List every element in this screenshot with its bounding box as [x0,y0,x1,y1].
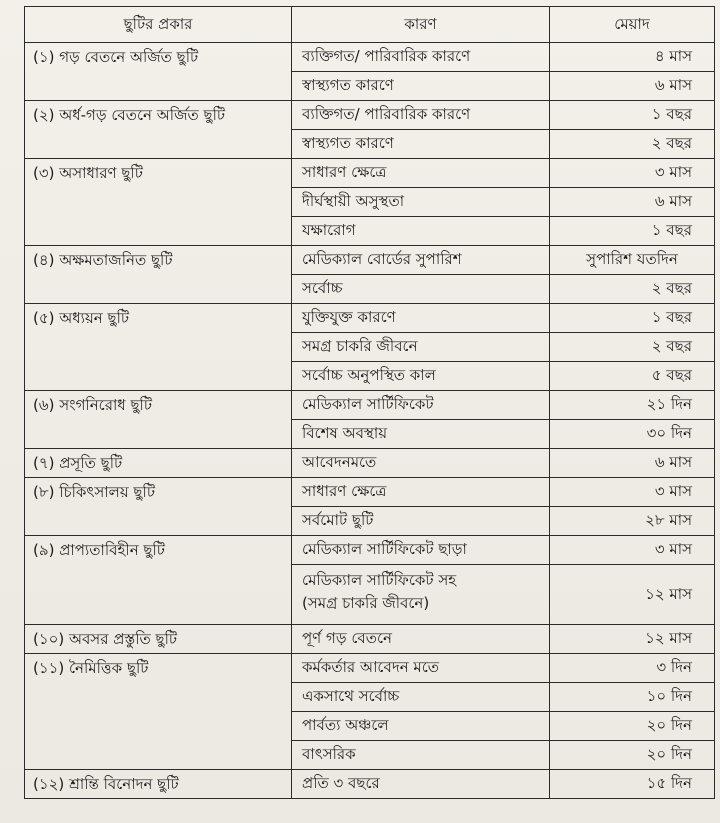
leave-table [24,6,715,799]
duration-cell: ২ বছর [550,275,715,304]
leave-type-cell: (৫) অধ্যয়ন ছুটি [25,304,292,391]
duration-cell: ১২ মাস [550,565,715,625]
duration-cell: ১ বছর [550,101,715,130]
reason-cell: প্রতি ৩ বছরে [292,770,550,799]
duration-cell: ২ বছর [550,333,715,362]
reason-cell: সাধারণ ক্ষেত্রে [292,159,550,188]
reason-cell: আবেদনমতে [292,449,550,478]
reason-cell: সর্বোচ্চ অনুপস্থিত কাল [292,362,550,391]
reason-cell: সমগ্র চাকরি জীবনে [292,333,550,362]
reason-cell: কর্মকর্তার আবেদন মতে [292,654,550,683]
leave-type-cell: (১) গড় বেতনে অর্জিত ছুটি [25,43,292,101]
table-row [25,391,715,420]
leave-type-cell: (২) অর্ধ-গড় বেতনে অর্জিত ছুটি [25,101,292,159]
table-row [25,654,715,683]
table-row [25,536,715,565]
duration-cell: ২০ দিন [550,712,715,741]
duration-cell: ২০ দিন [550,741,715,770]
table-row [25,246,715,275]
duration-cell: ৩ দিন [550,654,715,683]
reason-cell: ব্যক্তিগত/ পারিবারিক কারণে [292,43,550,72]
table-row [25,304,715,333]
duration-cell: ১২ মাস [550,625,715,654]
duration-cell: ৫ বছর [550,362,715,391]
duration-cell: ৩ মাস [550,159,715,188]
duration-cell: ৩০ দিন [550,420,715,449]
reason-cell: পূর্ণ গড় বেতনে [292,625,550,654]
duration-cell: ৬ মাস [550,72,715,101]
reason-cell: মেডিক্যাল বোর্ডের সুপারিশ [292,246,550,275]
leave-type-cell: (৮) চিকিৎসালয় ছুটি [25,478,292,536]
header-type: ছুটির প্রকার [25,7,292,43]
duration-cell: ১ বছর [550,304,715,333]
reason-cell: যক্ষারোগ [292,217,550,246]
leave-type-cell: (৭) প্রসূতি ছুটি [25,449,292,478]
reason-cell [292,565,550,625]
reason-cell: ব্যক্তিগত/ পারিবারিক কারণে [292,101,550,130]
duration-cell: সুপারিশ যতদিন [550,246,715,275]
reason-line: মেডিক্যাল সার্টিফিকেট সহ [302,571,457,589]
table-row [25,101,715,130]
reason-cell: বাৎসরিক [292,741,550,770]
reason-cell: মেডিক্যাল সার্টিফিকেট [292,391,550,420]
duration-cell: ৬ মাস [550,188,715,217]
leave-type-cell: (১০) অবসর প্রস্তুতি ছুটি [25,625,292,654]
reason-cell: পার্বত্য অঞ্চলে [292,712,550,741]
table-row [25,43,715,72]
reason-cell: সর্বমোট ছুটি [292,507,550,536]
leave-type-cell: (৯) প্রাপ্যতাবিহীন ছুটি [25,536,292,625]
leave-type-cell: (১২) শ্রান্তি বিনোদন ছুটি [25,770,292,799]
duration-cell: ১ বছর [550,217,715,246]
duration-cell: ২ বছর [550,130,715,159]
header-row [25,7,715,43]
header-reason: কারণ [292,7,550,43]
reason-line-2: (সমগ্র চাকরি জীবনে) [302,594,430,613]
reason-cell: দীর্ঘস্থায়ী অসুস্থতা [292,188,550,217]
leave-type-cell: (৩) অসাধারণ ছুটি [25,159,292,246]
leave-type-cell: (৬) সংগনিরোধ ছুটি [25,391,292,449]
reason-cell: বিশেষ অবস্থায় [292,420,550,449]
table-body [25,43,715,799]
duration-cell: ৩ মাস [550,536,715,565]
duration-cell: ১৫ দিন [550,770,715,799]
reason-cell: সাধারণ ক্ষেত্রে [292,478,550,507]
duration-cell: ৬ মাস [550,449,715,478]
header-duration: মেয়াদ [550,7,715,43]
reason-cell: স্বাস্থ্যগত কারণে [292,130,550,159]
duration-cell: ২৮ মাস [550,507,715,536]
duration-cell: ১০ দিন [550,683,715,712]
table-row [25,159,715,188]
leave-type-cell: (৪) অক্ষমতাজনিত ছুটি [25,246,292,304]
duration-cell: ৩ মাস [550,478,715,507]
leave-type-cell: (১১) নৈমিত্তিক ছুটি [25,654,292,770]
reason-cell: যুক্তিযুক্ত কারণে [292,304,550,333]
duration-cell: ৪ মাস [550,43,715,72]
reason-cell: স্বাস্থ্যগত কারণে [292,72,550,101]
table-row [25,449,715,478]
reason-cell: সর্বোচ্চ [292,275,550,304]
duration-cell: ২১ দিন [550,391,715,420]
table-row [25,770,715,799]
reason-cell: একসাথে সর্বোচ্চ [292,683,550,712]
table-row [25,478,715,507]
table-row [25,625,715,654]
reason-cell: মেডিক্যাল সার্টিফিকেট ছাড়া [292,536,550,565]
